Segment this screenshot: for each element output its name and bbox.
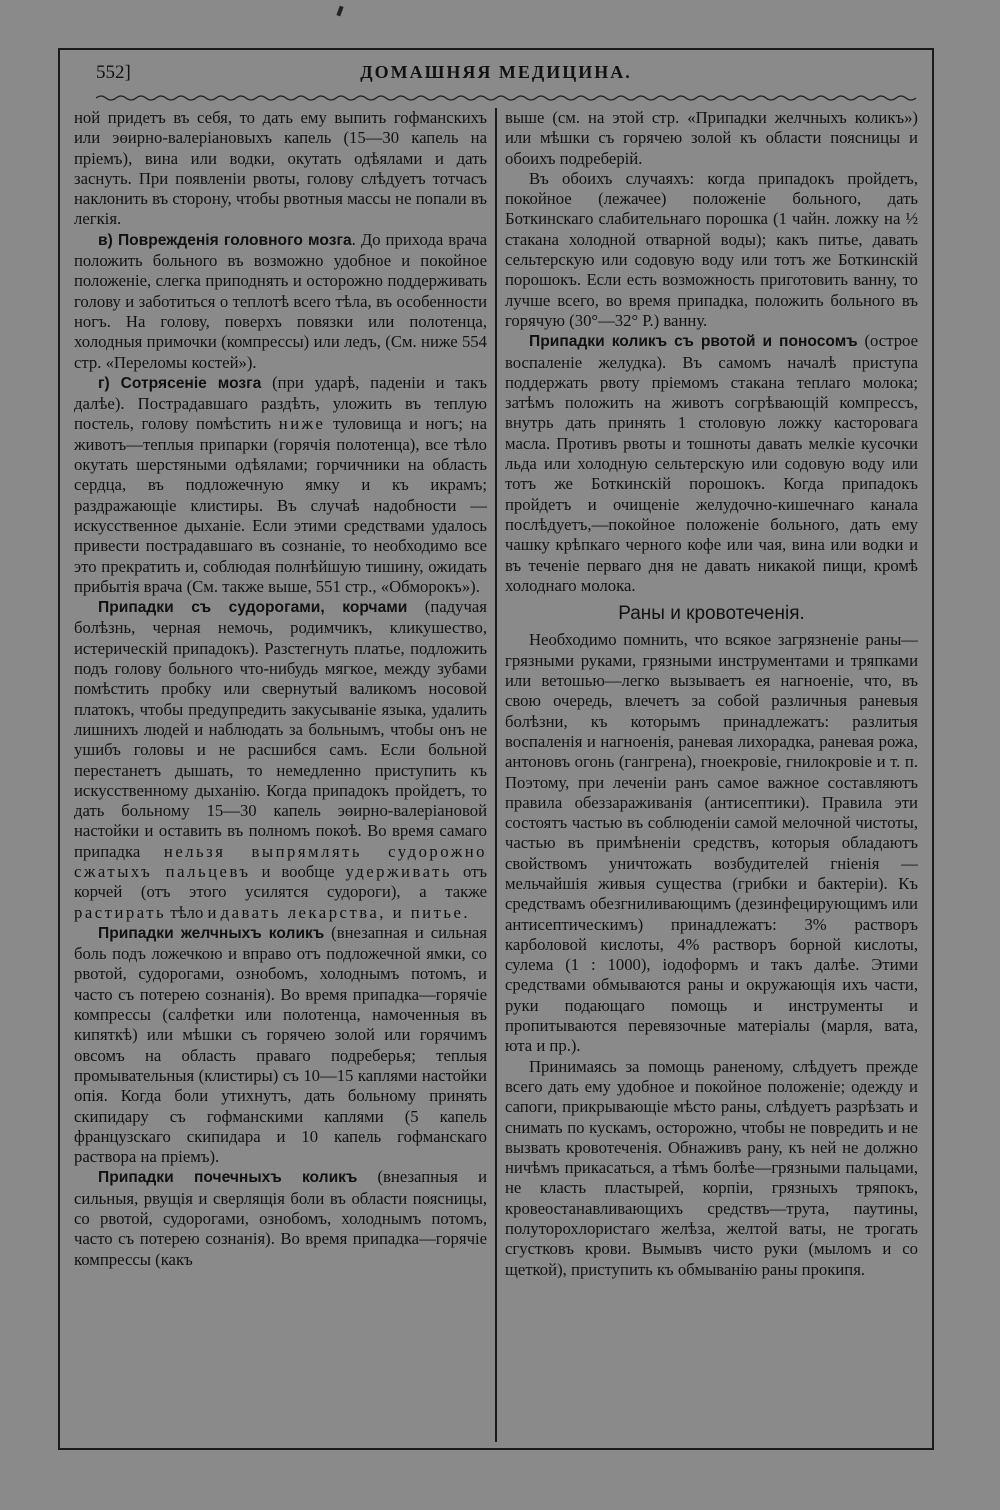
paragraph: Припадки желчныхъ коликъ (внезапная и сильная боль подъ ложечкою и вправо отъ подложечной ямки, со рвотой, судорогами, ознобомъ, холоднымъ потомъ, и часто съ потерею сознанія). Во время припадка—горячіе компрессы (салфетки или полотенца, намоченныя въ кипяткѣ) или мѣшки съ горячею золой или горячимъ овсомъ на область праваго подреберья; теплыя промывательныя (клистиры) съ 10—15 каплями настойки опія. Когда боли утихнутъ, дать больному принять скипидару съ гофманскими каплями (5 капель французскаго скипидара и 10 капель гофманскаго раствора на пріемъ). <box>74 922 487 1167</box>
paragraph: г) Сотрясеніе мозга (при ударѣ, паденіи и такъ далѣе). Пострадавшаго раздѣть, уложить въ теплую постель, голову помѣстить ниже туловища и ногъ; на животъ—теплыя припарки (горячія полотенца), все тѣло окутать шерстяными одѣялами; горчичники на область сердца, въ подложечную ямку и къ икрамъ; раздражающіе клистиры. Въ случаѣ надобности — искусственное дыханіе. Если этими средствами удалось привести пострадавшаго въ сознаніе, то необходимо все это прекратить и, соблюдая полнѣйшую тишину, ожидать прибытія врача (См. также выше, 551 стр., «Обморокъ»). <box>74 372 487 596</box>
subheading: г) Сотрясеніе мозга <box>98 374 262 392</box>
paragraph: Припадки коликъ съ рвотой и поносомъ (острое воспаленіе желудка). Въ самомъ началѣ приступа поддержать рвоту пріемомъ стакана теплаго молока; затѣмъ положить на животъ согрѣвающій компрессъ, внутрь дать принять 1 столовую ложку касторовага масла. Противъ рвоты и тошноты давать мелкіе кусочки льда или холодную сельтерскую или содовую воду или тотъ же Боткинскій порошокъ. Когда припадокъ пройдетъ и очищеніе желудочно-кишечнаго канала послѣдуетъ,—покойное положеніе больного, дать ему чашку крѣпкаго черного кофе или чая, вина или водки и въ теченіе перваго дня не давать никакой пищи, кромѣ холоднаго молока. <box>505 331 918 595</box>
paragraph: в) Поврежденія головного мозга. До прихода врача положить больного въ возможно удобное и покойное положеніе, слегка приподнять и осторожно поддерживать голову и заботиться о теплотѣ всего тѣла, въ особенности ногъ. На голову, поверхъ повязки или полотенца, холодныя примочки (компрессы) или ледъ, (См. ниже 554 стр. «Переломы костей»). <box>74 229 487 372</box>
page-number: 552] <box>96 62 131 83</box>
wavy-rule <box>96 94 918 102</box>
paragraph: Припадки почечныхъ коликъ (внезапныя и сильныя, рвущія и сверлящія боли въ области поясницы, со рвотой, судорогами, ознобомъ, холоднымъ потомъ, часто съ потерею сознанія). Во время припадка—горячіе компрессы (какъ <box>74 1167 487 1269</box>
left-column <box>74 108 495 1442</box>
subheading: Припадки почечныхъ коликъ <box>98 1169 358 1187</box>
page-frame <box>58 48 934 1450</box>
ink-speck <box>336 6 343 17</box>
text-columns <box>74 108 918 1442</box>
paragraph: выше (см. на этой стр. «Припадки желчныхъ коликъ») или мѣшки съ горячею золой къ области поясницы и обоихъ подреберій. <box>505 108 918 168</box>
subheading: Припадки съ судорогами, корчами <box>98 599 408 617</box>
running-title: ДОМАШНЯЯ МЕДИЦИНА. <box>360 62 632 82</box>
paragraph: Принимаясь за помощь раненому, слѣдуетъ прежде всего дать ему удобное и покойное положеніе; одежду и сапоги, прикрывающіе мѣсто раны, слѣдуетъ разрѣзать и снимать по кускамъ, осторожно, чтобы не повредить и не вызвать кровотеченія. Обнаживъ рану, къ ней не должно ничѣмъ прикасаться, а тѣмъ болѣе—грязными пальцами, не класть пластырей, корпіи, грязныхъ тряпокъ, кровеостанавливающихъ средствъ—трута, паутины, полуторохлористаго желѣза, желтой ваты, не трогать сгустковъ крови. Вымывъ чисто руки (мыломъ и со щеткой), приступить къ обмыванію раны прокипя. <box>505 1056 918 1279</box>
section-title: Раны и кровотеченія. <box>618 603 805 625</box>
subheading: Припадки желчныхъ коликъ <box>98 924 325 942</box>
page-header <box>60 50 932 96</box>
subheading: в) Поврежденія головного мозга <box>98 231 352 249</box>
subheading: Припадки коликъ съ рвотой и поносомъ <box>529 333 858 351</box>
paragraph: Въ обоихъ случаяхъ: когда припадокъ пройдетъ, покойное (лежачее) положеніе больного, дать Боткинскаго слабительнаго порошка (1 чайн. ложку на ½ стакана холодной отварной воды); какъ питье, давать сельтерскую или содовую воду или тотъ же Боткинскій порошокъ. Если есть возможность приготовить ванну, то лучше всего, во время припадка, положить больного въ горячую (30°—32° Р.) ванну. <box>505 168 918 330</box>
paragraph: Припадки съ судорогами, корчами (падучая болѣзнь, черная немочь, родимчикъ, кликушество, истерическій припадокъ). Разстегнуть платье, подложить подъ голову больного что-нибудь мягкое, между зубами помѣстить пробку или свернутый валикомъ носовой платокъ, чтобы предупредить закусываніе языка, удалить лишнихъ людей и наблюдать за больнымъ, чтобы онъ не ушибъ головы и не расшибся самъ. Если больной перестанетъ дышать, то немедленно приступить къ искусственному дыханію. Когда припадокъ пройдетъ, то дать больному 15—30 капель эөирно-валеріановой настойки и оставить въ полномъ покоѣ. Во время самаго припадка нельзя выпрямлять судорожно сжатыхъ пальцевъ и вообще удерживать отъ корчей (отъ этого усилятся судороги), а также растирать тѣло и давать лекарства, и питье. <box>74 597 487 922</box>
right-column <box>495 108 918 1442</box>
paragraph: Необходимо помнить, что всякое загрязненіе раны—грязными руками, грязными инструментами и тряпками или ветошью—легко вызываетъ ея нагноеніе, что, въ свою очередь, влечетъ за собой различныя раневыя болѣзни, къ которымъ принадлежатъ: разлитыя воспаленія и нагноенія, раневая лихорадка, раневая рожа, антоновъ огонь (гангрена), гноекровіе, гнилокровіе и т. п. Поэтому, при леченіи ранъ самое важное составляютъ правила обеззараживанія (антисептики). Правила эти состоятъ частью въ соблюденіи самой мелочной чистоты, частью въ примѣненіи средствъ, которыя обладаютъ свойствомъ уничтожать возбудителей гніенія — мельчайшія живыя существа (грибки и бактеріи). Къ средствамъ обезгниливающимъ (дезинфецирующимъ или антисептическимъ) принадлежатъ: 3% растворъ карболовой кислоты, 4% растворъ борной кислоты, сулема (1 : 1000), іодоформъ и такъ далѣе. Этими средствами обмываются раны и окружающія ихъ части, руки подающаго помощь и инструменты и пропитываются перевязочные матеріалы (марля, вата, юта и пр.). <box>505 630 918 1056</box>
paragraph: ной придетъ въ себя, то дать ему выпить гофманскихъ или эөирно-валеріановыхъ капель (15—30 капель на пріемъ), вина или водки, окутать одѣялами и дать заснуть. При появленіи рвоты, голову слѣдуетъ тотчасъ наклонить въ сторону, чтобы рвотныя массы не попали въ легкія. <box>74 108 487 229</box>
